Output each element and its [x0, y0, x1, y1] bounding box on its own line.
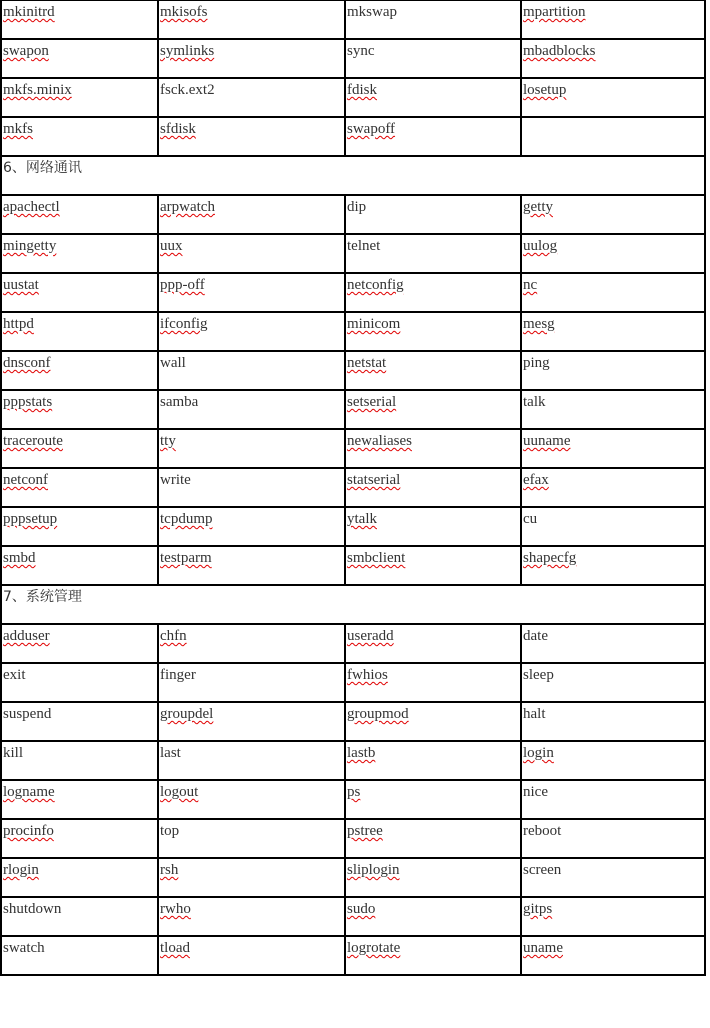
- command-name: sliplogin: [347, 862, 400, 878]
- command-name: mingetty: [3, 238, 57, 254]
- table-cell: [158, 624, 345, 663]
- command-name: logout: [160, 784, 199, 800]
- table-cell: [521, 390, 705, 429]
- table-cell: [345, 117, 521, 156]
- command-name: mkfs: [3, 121, 33, 137]
- table-cell: [158, 0, 345, 39]
- table-cell: [158, 117, 345, 156]
- section-heading: 7、系统管理: [1, 585, 705, 624]
- command-name: sync: [347, 43, 375, 59]
- table-row: [1, 624, 705, 663]
- command-name: getty: [523, 199, 553, 215]
- table-cell: [345, 273, 521, 312]
- table-cell: [1, 780, 158, 819]
- table-cell: [345, 39, 521, 78]
- table-cell: [1, 39, 158, 78]
- command-name: fdisk: [347, 82, 377, 98]
- table-cell: [1, 624, 158, 663]
- table-cell: [521, 468, 705, 507]
- table-cell: [158, 546, 345, 585]
- table-cell: [345, 546, 521, 585]
- table-cell: [521, 234, 705, 273]
- command-name: ytalk: [347, 511, 377, 527]
- command-name: netstat: [347, 355, 387, 371]
- table-cell: [345, 897, 521, 936]
- command-name: kill: [3, 745, 24, 761]
- command-name: login: [523, 745, 554, 761]
- table-cell: [345, 741, 521, 780]
- command-name: cu: [523, 511, 538, 527]
- command-name: uulog: [523, 238, 558, 254]
- table-cell: [158, 780, 345, 819]
- command-name: dnsconf: [3, 355, 51, 371]
- table-cell: [345, 468, 521, 507]
- section-row: [1, 585, 705, 624]
- command-name: gitps: [523, 901, 553, 917]
- table-row: [1, 273, 705, 312]
- table-row: [1, 195, 705, 234]
- table-row: [1, 117, 705, 156]
- table-row: [1, 819, 705, 858]
- table-cell: [521, 39, 705, 78]
- table-row: [1, 312, 705, 351]
- command-name: testparm: [160, 550, 212, 566]
- table-cell: [345, 429, 521, 468]
- command-name: mkswap: [347, 4, 397, 20]
- command-name: reboot: [523, 823, 562, 839]
- table-cell: [1, 78, 158, 117]
- table-row: [1, 702, 705, 741]
- table-cell: [345, 702, 521, 741]
- table-cell: [521, 741, 705, 780]
- command-name: traceroute: [3, 433, 63, 449]
- table-cell: [521, 507, 705, 546]
- table-row: [1, 936, 705, 975]
- command-name: logname: [3, 784, 55, 800]
- command-name: losetup: [523, 82, 567, 98]
- table-cell: [158, 234, 345, 273]
- command-name: ppp-off: [160, 277, 205, 293]
- table-cell: [521, 936, 705, 975]
- table-cell: [158, 78, 345, 117]
- command-name: setserial: [347, 394, 397, 410]
- table-cell: [158, 195, 345, 234]
- command-name: rsh: [160, 862, 179, 878]
- table-cell: [158, 741, 345, 780]
- section-row: [1, 156, 705, 195]
- command-name: smbd: [3, 550, 36, 566]
- command-name: fsck.ext2: [160, 82, 215, 98]
- table-row: [1, 468, 705, 507]
- command-name: symlinks: [160, 43, 215, 59]
- table-cell: [158, 429, 345, 468]
- command-name: logrotate: [347, 940, 401, 956]
- command-name: mpartition: [523, 4, 586, 20]
- table-cell: [158, 663, 345, 702]
- command-name: chfn: [160, 628, 187, 644]
- command-name: httpd: [3, 316, 34, 332]
- command-name: newaliases: [347, 433, 412, 449]
- table-cell: [345, 195, 521, 234]
- command-name: ping: [523, 355, 550, 371]
- table-row: [1, 0, 705, 39]
- table-row: [1, 390, 705, 429]
- table-cell: [521, 195, 705, 234]
- table-cell: [158, 468, 345, 507]
- command-name: arpwatch: [160, 199, 215, 215]
- table-cell: [158, 858, 345, 897]
- command-name: samba: [160, 394, 199, 410]
- table-cell: [1, 702, 158, 741]
- command-name: rwho: [160, 901, 191, 917]
- command-name: sfdisk: [160, 121, 196, 137]
- table-cell: [1, 546, 158, 585]
- command-name: date: [523, 628, 548, 644]
- table-row: [1, 780, 705, 819]
- command-name: screen: [523, 862, 562, 878]
- command-name: swatch: [3, 940, 45, 956]
- table-cell: [158, 39, 345, 78]
- command-name: mbadblocks: [523, 43, 596, 59]
- table-cell: [345, 312, 521, 351]
- table-cell: [521, 663, 705, 702]
- command-table-body: [1, 0, 705, 975]
- table-cell: [1, 819, 158, 858]
- table-cell: [1, 897, 158, 936]
- command-name: nc: [523, 277, 538, 293]
- command-name: shapecfg: [523, 550, 577, 566]
- table-cell: [158, 312, 345, 351]
- command-name: mesg: [523, 316, 555, 332]
- table-cell: [1, 429, 158, 468]
- command-name: tcpdump: [160, 511, 213, 527]
- table-cell: [521, 858, 705, 897]
- command-name: ifconfig: [160, 316, 208, 332]
- table-cell: [345, 351, 521, 390]
- command-name: useradd: [347, 628, 394, 644]
- table-cell: [521, 624, 705, 663]
- command-name: last: [160, 745, 181, 761]
- command-name: groupdel: [160, 706, 214, 722]
- command-name: netconfig: [347, 277, 404, 293]
- command-name: adduser: [3, 628, 50, 644]
- table-cell: [521, 273, 705, 312]
- table-cell: [158, 702, 345, 741]
- table-cell: [158, 351, 345, 390]
- table-cell: [158, 897, 345, 936]
- command-name: pppsetup: [3, 511, 58, 527]
- table-cell: [158, 390, 345, 429]
- table-cell: [521, 312, 705, 351]
- table-cell: [1, 858, 158, 897]
- table-row: [1, 507, 705, 546]
- table-cell: [345, 78, 521, 117]
- command-name: apachectl: [3, 199, 60, 215]
- command-name: fwhios: [347, 667, 388, 683]
- command-name: groupmod: [347, 706, 409, 722]
- table-cell: [1, 741, 158, 780]
- command-name: pppstats: [3, 394, 53, 410]
- command-name: uuname: [523, 433, 571, 449]
- table-cell: [345, 663, 521, 702]
- command-name: sleep: [523, 667, 554, 683]
- command-name: lastb: [347, 745, 376, 761]
- command-name: tload: [160, 940, 190, 956]
- command-name: top: [160, 823, 180, 839]
- table-cell: [158, 273, 345, 312]
- table-cell: [521, 429, 705, 468]
- table-cell: [521, 780, 705, 819]
- command-name: halt: [523, 706, 546, 722]
- table-cell: [1, 468, 158, 507]
- table-cell: [521, 819, 705, 858]
- table-cell: [1, 273, 158, 312]
- table-cell: [345, 390, 521, 429]
- command-name: exit: [3, 667, 26, 683]
- section-heading: 6、网络通讯: [1, 156, 705, 195]
- table-cell: [521, 897, 705, 936]
- table-cell: [1, 936, 158, 975]
- table-cell: [158, 819, 345, 858]
- command-name: suspend: [3, 706, 52, 722]
- command-name: tty: [160, 433, 176, 449]
- command-name: swapon: [3, 43, 49, 59]
- table-cell: [1, 351, 158, 390]
- command-name: netconf: [3, 472, 48, 488]
- table-cell: [345, 234, 521, 273]
- table-cell: [1, 663, 158, 702]
- command-name: swapoff: [347, 121, 396, 137]
- command-name: uustat: [3, 277, 39, 293]
- table-cell: [521, 702, 705, 741]
- command-name: rlogin: [3, 862, 39, 878]
- table-cell: [345, 819, 521, 858]
- table-cell: [1, 0, 158, 39]
- command-name: ps: [347, 784, 361, 800]
- command-name: shutdown: [3, 901, 62, 917]
- table-row: [1, 897, 705, 936]
- command-name: minicom: [347, 316, 401, 332]
- command-name: procinfo: [3, 823, 54, 839]
- table-cell: [1, 507, 158, 546]
- table-cell: [345, 780, 521, 819]
- table-cell: [1, 390, 158, 429]
- table-cell: [345, 936, 521, 975]
- table-cell: [521, 351, 705, 390]
- table-cell: [521, 117, 705, 156]
- table-row: [1, 429, 705, 468]
- command-name: statserial: [347, 472, 401, 488]
- table-cell: [1, 234, 158, 273]
- table-row: [1, 546, 705, 585]
- command-name: finger: [160, 667, 196, 683]
- table-cell: [1, 117, 158, 156]
- command-name: talk: [523, 394, 546, 410]
- table-cell: [345, 624, 521, 663]
- command-name: uux: [160, 238, 183, 254]
- command-name: mkfs.minix: [3, 82, 72, 98]
- command-name: smbclient: [347, 550, 406, 566]
- command-name: dip: [347, 199, 367, 215]
- table-row: [1, 234, 705, 273]
- table-row: [1, 351, 705, 390]
- table-cell: [521, 0, 705, 39]
- command-name: telnet: [347, 238, 381, 254]
- command-name: nice: [523, 784, 548, 800]
- table-row: [1, 663, 705, 702]
- table-cell: [1, 195, 158, 234]
- table-cell: [1, 312, 158, 351]
- command-name: efax: [523, 472, 549, 488]
- table-cell: [345, 0, 521, 39]
- command-name: uname: [523, 940, 563, 956]
- command-name: pstree: [347, 823, 383, 839]
- command-name: wall: [160, 355, 186, 371]
- command-name: sudo: [347, 901, 376, 917]
- table-cell: [345, 507, 521, 546]
- table-cell: [158, 507, 345, 546]
- command-name: mkinitrd: [3, 4, 55, 20]
- table-row: [1, 858, 705, 897]
- table-row: [1, 78, 705, 117]
- table-cell: [158, 936, 345, 975]
- table-row: [1, 39, 705, 78]
- table-row: [1, 741, 705, 780]
- table-cell: [521, 546, 705, 585]
- table-cell: [345, 858, 521, 897]
- command-name: mkisofs: [160, 4, 208, 20]
- command-name: write: [160, 472, 191, 488]
- table-cell: [521, 78, 705, 117]
